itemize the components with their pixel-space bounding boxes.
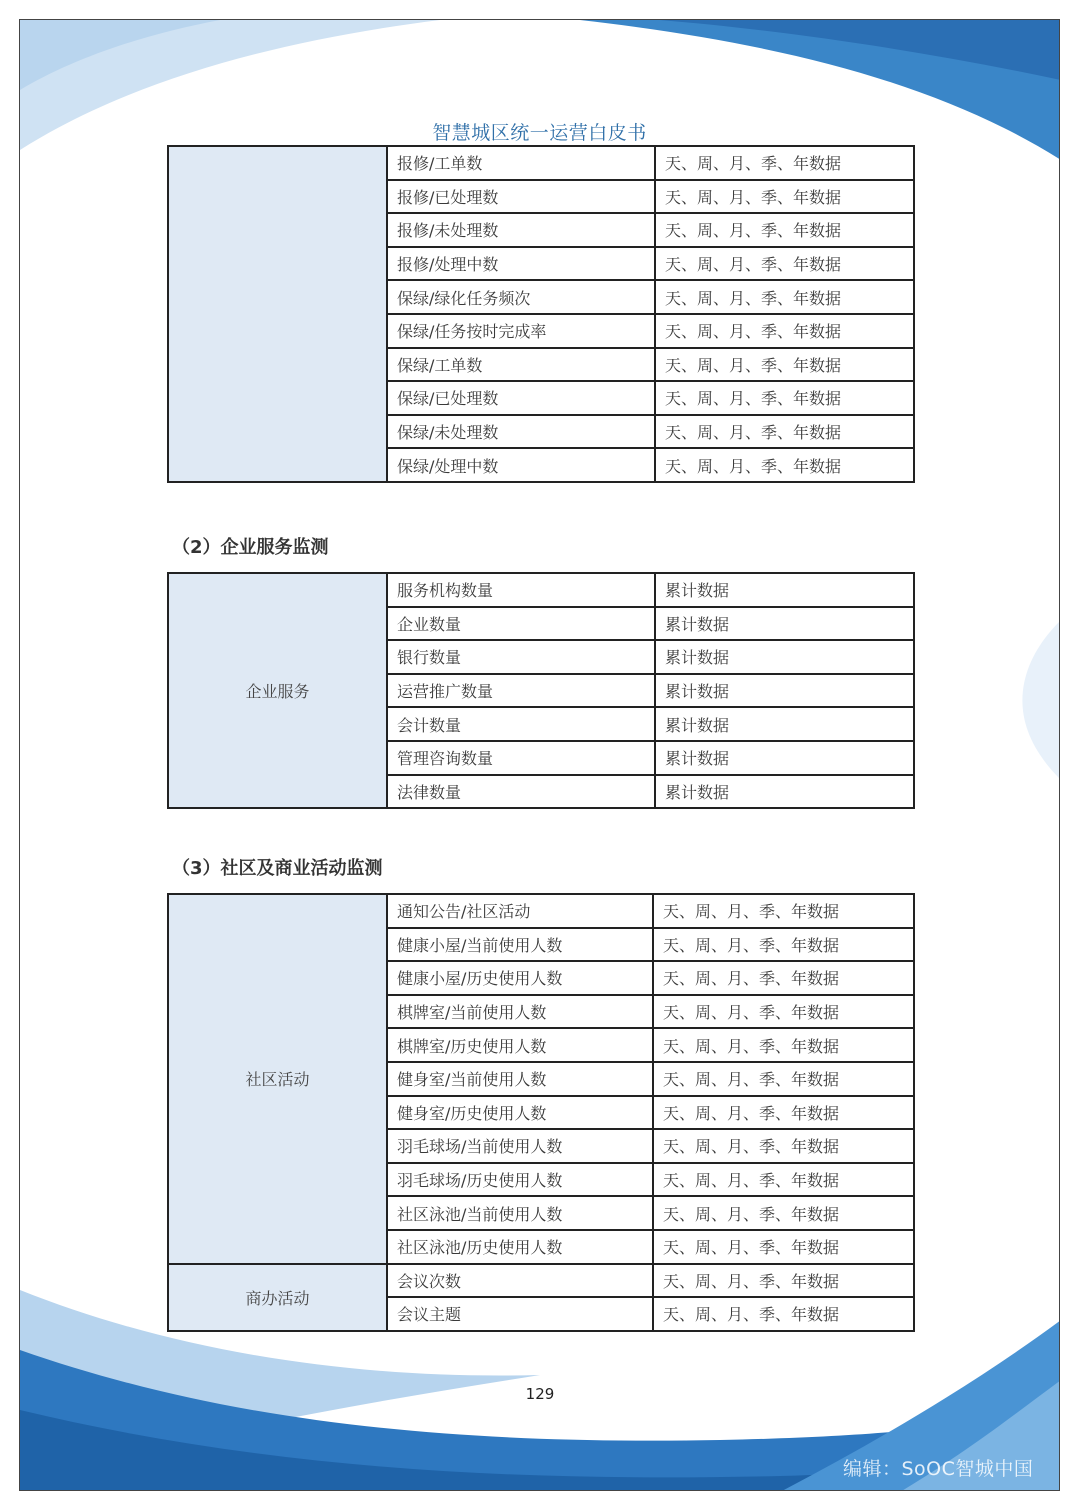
metric-cell: 保绿/未处理数: [387, 415, 655, 449]
metric-cell: 社区泳池/当前使用人数: [387, 1196, 653, 1230]
table-row: [168, 573, 914, 607]
metric-cell: 报修/处理中数: [387, 247, 655, 281]
period-cell: 天、周、月、季、年数据: [653, 1129, 914, 1163]
metric-cell: 法律数量: [387, 775, 655, 809]
period-cell: 天、周、月、季、年数据: [655, 280, 914, 314]
period-cell: 天、周、月、季、年数据: [653, 1264, 914, 1298]
period-cell: 天、周、月、季、年数据: [653, 1297, 914, 1331]
category-cell: 商办活动: [168, 1264, 387, 1331]
metric-cell: 管理咨询数量: [387, 741, 655, 775]
period-cell: 天、周、月、季、年数据: [655, 247, 914, 281]
period-cell: 天、周、月、季、年数据: [655, 448, 914, 482]
page-number: 129: [525, 1385, 555, 1403]
period-cell: 天、周、月、季、年数据: [653, 1163, 914, 1197]
community-business-table: [167, 893, 915, 1332]
period-cell: 天、周、月、季、年数据: [653, 928, 914, 962]
watermark: 编辑：SoOC智城中国: [843, 1458, 1034, 1480]
metric-cell: 棋牌室/当前使用人数: [387, 995, 653, 1029]
period-cell: 累计数据: [655, 573, 914, 607]
table-row: [168, 1264, 914, 1298]
metric-cell: 会议主题: [387, 1297, 653, 1331]
period-cell: 天、周、月、季、年数据: [655, 348, 914, 382]
metric-cell: 棋牌室/历史使用人数: [387, 1028, 653, 1062]
metric-cell: 羽毛球场/历史使用人数: [387, 1163, 653, 1197]
period-cell: 天、周、月、季、年数据: [655, 381, 914, 415]
metric-cell: 健康小屋/当前使用人数: [387, 928, 653, 962]
metric-cell: 企业数量: [387, 607, 655, 641]
table-row: [168, 894, 914, 928]
period-cell: 累计数据: [655, 741, 914, 775]
period-cell: 天、周、月、季、年数据: [653, 995, 914, 1029]
maintenance-metrics-table: [167, 145, 915, 483]
metric-cell: 报修/未处理数: [387, 213, 655, 247]
period-cell: 天、周、月、季、年数据: [655, 314, 914, 348]
period-cell: 累计数据: [655, 775, 914, 809]
metric-cell: 保绿/工单数: [387, 348, 655, 382]
metric-cell: 羽毛球场/当前使用人数: [387, 1129, 653, 1163]
metric-cell: 健身室/当前使用人数: [387, 1062, 653, 1096]
metric-cell: 服务机构数量: [387, 573, 655, 607]
document-title: 智慧城区统一运营白皮书: [432, 122, 647, 144]
metric-cell: 运营推广数量: [387, 674, 655, 708]
period-cell: 累计数据: [655, 674, 914, 708]
metric-cell: 通知公告/社区活动: [387, 894, 653, 928]
period-cell: 天、周、月、季、年数据: [655, 146, 914, 180]
period-cell: 天、周、月、季、年数据: [653, 1196, 914, 1230]
enterprise-service-table: [167, 572, 915, 809]
table-row: [168, 146, 914, 180]
metric-cell: 会计数量: [387, 707, 655, 741]
metric-cell: 报修/工单数: [387, 146, 655, 180]
metric-cell: 保绿/处理中数: [387, 448, 655, 482]
metric-cell: 健身室/历史使用人数: [387, 1096, 653, 1130]
metric-cell: 健康小屋/历史使用人数: [387, 961, 653, 995]
metric-cell: 社区泳池/历史使用人数: [387, 1230, 653, 1264]
section-heading-enterprise: （2）企业服务监测: [172, 537, 329, 558]
metric-cell: 保绿/绿化任务频次: [387, 280, 655, 314]
category-cell: [168, 146, 387, 482]
period-cell: 天、周、月、季、年数据: [653, 1096, 914, 1130]
metric-cell: 保绿/已处理数: [387, 381, 655, 415]
period-cell: 天、周、月、季、年数据: [653, 1230, 914, 1264]
period-cell: 累计数据: [655, 607, 914, 641]
category-cell: 社区活动: [168, 894, 387, 1264]
period-cell: 天、周、月、季、年数据: [653, 961, 914, 995]
period-cell: 天、周、月、季、年数据: [653, 1028, 914, 1062]
period-cell: 累计数据: [655, 640, 914, 674]
period-cell: 天、周、月、季、年数据: [655, 415, 914, 449]
metric-cell: 保绿/任务按时完成率: [387, 314, 655, 348]
metric-cell: 会议次数: [387, 1264, 653, 1298]
period-cell: 累计数据: [655, 707, 914, 741]
category-cell: 企业服务: [168, 573, 387, 808]
period-cell: 天、周、月、季、年数据: [653, 1062, 914, 1096]
section-heading-community: （3）社区及商业活动监测: [172, 858, 383, 879]
period-cell: 天、周、月、季、年数据: [655, 213, 914, 247]
metric-cell: 银行数量: [387, 640, 655, 674]
period-cell: 天、周、月、季、年数据: [655, 180, 914, 214]
metric-cell: 报修/已处理数: [387, 180, 655, 214]
period-cell: 天、周、月、季、年数据: [653, 894, 914, 928]
